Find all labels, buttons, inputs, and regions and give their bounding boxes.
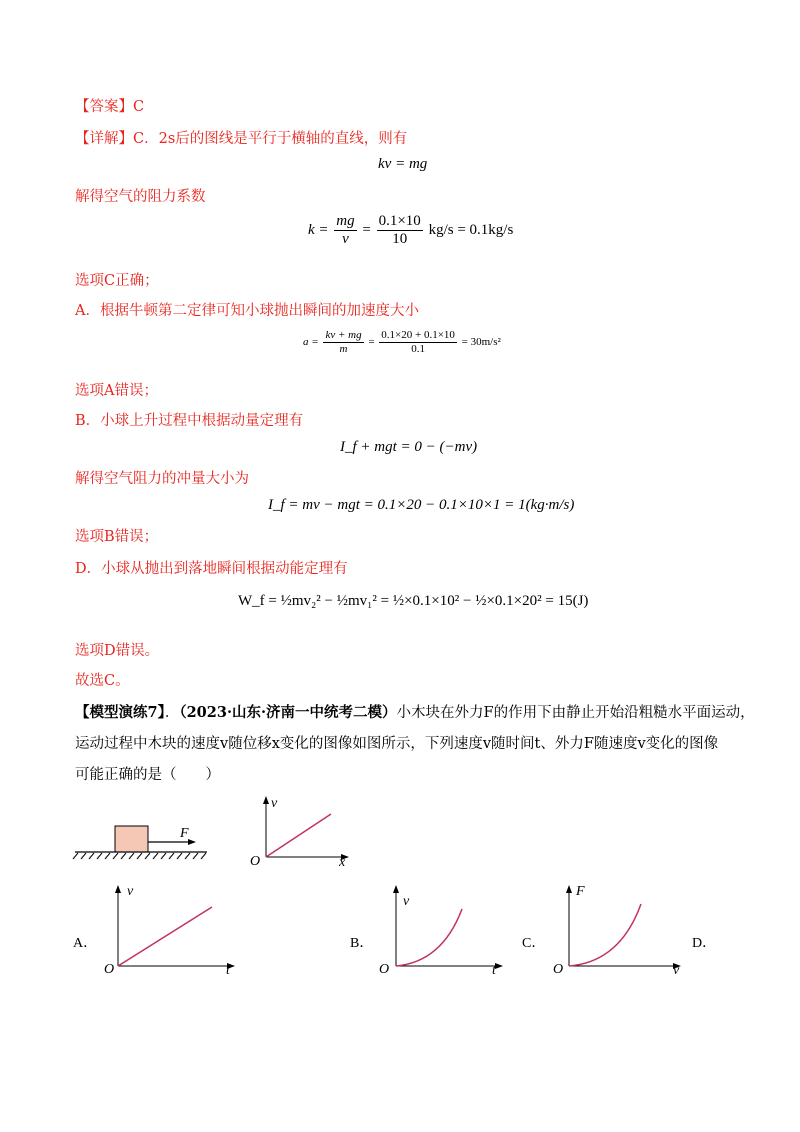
option-c-x-label: v — [673, 963, 680, 978]
option-d-wrong: 选项D错误。 — [75, 643, 160, 659]
option-b-origin: O — [379, 962, 390, 977]
v-x-graph — [248, 795, 353, 867]
conclusion: 故选C。 — [75, 673, 130, 689]
answer-label: 【答案】 — [75, 99, 133, 115]
equation-a: a = $\frac{kv + mg}{m}$ = $\frac{0.1\times 20 + 0.1\times 10}{0.1}$ = 30m/s² — [303, 329, 501, 355]
block-figure — [70, 818, 215, 868]
option-b-text: B．小球上升过程中根据动量定理有 — [75, 413, 304, 429]
detail-line — [75, 129, 407, 149]
option-d-letter: D． — [692, 936, 717, 951]
equation-impulse: I_f = mv − mgt = 0.1×20 − 0.1×10×1 = 1(kg·m/s) — [268, 497, 575, 513]
option-a-wrong: 选项A错误； — [75, 383, 158, 399]
detail-label: 【详解】 — [75, 131, 133, 147]
option-c-letter: C． — [522, 936, 546, 951]
option-a-curve — [118, 907, 212, 966]
equation-work: W_f = ½mv₂² − ½mv₁² = ½×0.1×10² − ½×0.1×20² = 15(J) — [238, 593, 589, 609]
problem-line-3: 可能正确的是（ ） — [75, 767, 220, 783]
answer-line — [75, 97, 144, 117]
problem-label: 【模型演练7】 — [75, 704, 165, 721]
v-x-graph-v-label: v — [271, 796, 278, 811]
option-a-letter: A． — [73, 936, 98, 951]
option-b-x-label: t — [492, 963, 496, 978]
option-c-curve — [569, 904, 641, 966]
force-arrow-head — [188, 839, 196, 845]
option-c-origin: O — [553, 962, 564, 977]
option-b-wrong: 选项B错误； — [75, 529, 159, 545]
option-a-origin: O — [104, 962, 115, 977]
ground-hatching — [73, 853, 206, 859]
option-c-graph — [555, 882, 685, 972]
v-x-graph-x-label: x — [339, 855, 346, 870]
detail-text: C．2s后的图线是平行于横轴的直线，则有 — [133, 131, 408, 147]
equation-k: k = $\frac{mg}{v}$ = $\frac{0.1\times 10}{10}$ kg/s = 0.1kg/s — [308, 213, 514, 247]
option-b-graph — [382, 882, 507, 972]
equation-momentum: I_f + mgt = 0 − (−mv) — [340, 439, 478, 455]
solve-k-line: 解得空气的阻力系数 — [75, 189, 206, 205]
option-b-y-label: v — [403, 894, 410, 909]
v-x-graph-origin: O — [250, 854, 261, 869]
option-b-curve — [396, 909, 462, 966]
option-b-y-arrow — [393, 885, 399, 893]
solve-impulse-line: 解得空气阻力的冲量大小为 — [75, 471, 249, 487]
problem-line-2: 运动过程中木块的速度v随位移x变化的图像如图所示，下列速度v随时间t、外力F随速度v变化的图像 — [75, 736, 719, 752]
force-label: F — [180, 826, 189, 841]
option-c-y-arrow — [566, 885, 572, 893]
problem-line-1: 【模型演练7】．（2023·山东·济南一中统考二模）小木块在外力F的作用下由静止开始沿粗糙水平面运动， — [75, 704, 755, 721]
option-a-graph — [104, 882, 239, 972]
problem-source: （2023·山东·济南一中统考二模） — [179, 704, 397, 721]
wooden-block — [115, 826, 148, 852]
option-b-x-arrow — [495, 963, 503, 969]
option-a-x-label: t — [226, 963, 230, 978]
option-c-y-label: F — [576, 884, 585, 899]
v-axis-arrow — [263, 796, 269, 804]
answer-value: C — [133, 99, 145, 115]
v-x-line — [266, 814, 331, 857]
option-a-y-label: v — [127, 884, 134, 899]
option-b-letter: B． — [350, 936, 374, 951]
option-a-y-arrow — [115, 885, 121, 893]
equation-kv-mg: kv = mg — [378, 156, 428, 172]
option-c-correct: 选项C正确； — [75, 273, 159, 289]
option-d-text: D．小球从抛出到落地瞬间根据动能定理有 — [75, 561, 348, 577]
option-a-text: A．根据牛顿第二定律可知小球抛出瞬间的加速度大小 — [75, 303, 419, 319]
